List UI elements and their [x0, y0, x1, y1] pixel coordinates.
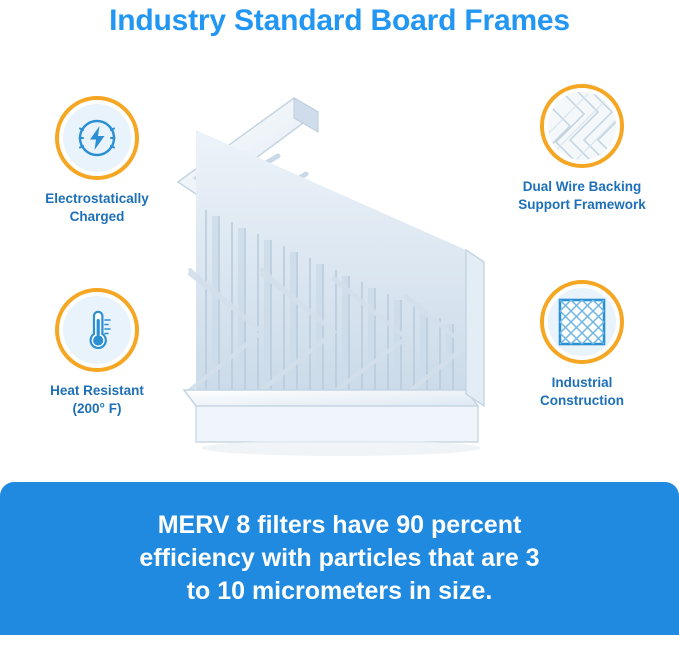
- badge-inner: [548, 92, 616, 160]
- badge-ring: [540, 84, 624, 168]
- feature-label: [497, 374, 667, 410]
- feature-heat-resistant: [12, 288, 182, 418]
- feature-industrial-construction: [497, 280, 667, 410]
- feature-label: [497, 178, 667, 214]
- banner-text: [139, 509, 539, 609]
- badge-ring: [55, 96, 139, 180]
- air-filter-illustration: [166, 70, 514, 470]
- page-title: Industry Standard Board Frames: [109, 4, 570, 37]
- badge-inner: [548, 288, 616, 356]
- banner-line-3: to 10 micrometers in size.: [186, 577, 493, 606]
- feature-electrostatically-charged: [12, 96, 182, 226]
- feature-label-line2: Construction: [540, 393, 624, 409]
- feature-label-line2: Support Framework: [518, 197, 646, 213]
- feature-dual-wire-backing: [497, 84, 667, 214]
- thermometer-icon: [74, 307, 120, 353]
- feature-label-line1: Industrial: [551, 375, 613, 390]
- feature-label: [12, 190, 182, 226]
- wire-mesh-icon: [548, 92, 616, 160]
- feature-label-line2: (200° F): [72, 401, 122, 417]
- badge-inner: [63, 296, 131, 364]
- feature-label: [12, 382, 182, 418]
- badge-inner: [63, 104, 131, 172]
- banner-line-1: MERV 8 filters have 90 percent: [157, 510, 522, 539]
- feature-label-line1: Electrostatically: [45, 191, 149, 206]
- merv-rating-banner: [0, 482, 679, 635]
- grid-frame-icon: [556, 296, 608, 348]
- banner-base: [0, 635, 679, 657]
- lightning-bolt-icon: [75, 116, 119, 160]
- feature-label-line1: Heat Resistant: [50, 383, 144, 398]
- feature-label-line2: Charged: [69, 209, 125, 225]
- product-image: [166, 70, 514, 470]
- feature-label-line1: Dual Wire Backing: [522, 179, 642, 194]
- banner-line-2: efficiency with particles that are 3: [139, 543, 540, 572]
- badge-ring: [540, 280, 624, 364]
- badge-ring: [55, 288, 139, 372]
